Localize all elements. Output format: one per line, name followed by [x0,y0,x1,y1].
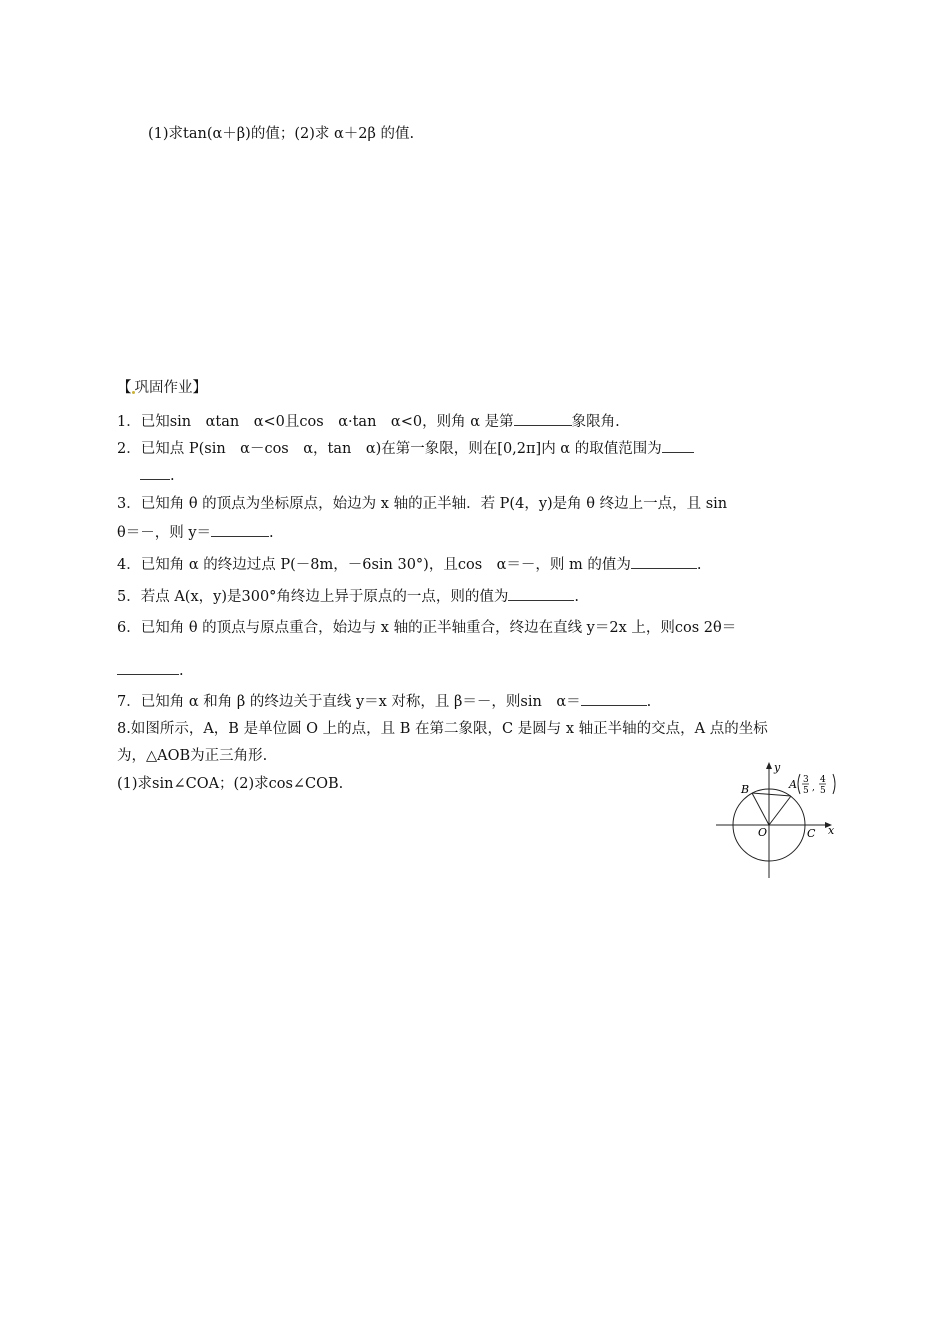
coord-y-den: 5 [820,786,826,796]
question-8-cont: 为，△AOB为正三角形. [117,748,268,764]
answer-blank [117,660,179,675]
unit-circle-figure [716,760,840,880]
answer-blank [508,586,574,601]
q7-text: 7．已知角 α 和角 β 的终边关于直线 y＝x 对称，且 β＝－，则sin α＝ [117,694,581,710]
label-c: C [807,827,816,840]
coord-y-num: 4 [820,775,826,785]
label-a: A [789,778,797,791]
q3-text: θ＝－，则 y＝ [117,525,212,541]
segment-oa [769,796,791,825]
q4-tail: . [696,557,702,573]
question-3-cont [117,522,274,543]
answer-blank [514,411,572,426]
question-1 [117,411,620,432]
right-paren [833,774,835,794]
question-8-parts: (1)求sin∠COA；(2)求cos∠COB. [117,776,344,792]
top-question: (1)求tan(α＋β)的值；(2)求 α＋2β 的值. [148,126,415,142]
label-x: x [828,824,835,837]
segment-ob [752,793,769,825]
q1-text: 1．已知sin αtan α<0且cos α·tan α<0，则角 α 是第 [117,414,514,430]
answer-blank [662,438,694,453]
answer-blank [631,554,697,569]
question-2-cont [140,465,175,486]
q7-tail: . [646,694,652,710]
question-3: 3．已知角 θ 的顶点为坐标原点，始边为 x 轴的正半轴．若 P(4，y)是角 θ 终边上一点，且 sin [117,496,728,512]
coord-x-num: 3 [803,775,809,785]
question-2 [117,438,694,459]
q3-tail: . [269,525,274,541]
q2-text: 2．已知点 P(sin α－cos α，tan α)在第一象限，则在[0,2π]内 α 的取值范围为 [117,441,662,457]
question-5 [117,586,579,607]
label-y: y [774,761,781,774]
question-7 [117,691,651,712]
coord-comma: , [812,783,815,793]
answer-blank [211,522,269,537]
segment-ab [752,793,791,796]
q5-text: 5．若点 A(x，y)是300°角终边上异于原点的一点，则的值为 [117,589,509,605]
left-paren [798,774,800,794]
coord-x-den: 5 [803,786,809,796]
label-b: B [741,783,750,796]
section-heading: 【 巩固作业】 [117,380,207,396]
section-heading-text: 巩固作业 [134,380,193,396]
label-o: O [758,826,768,839]
question-6: 6．已知角 θ 的顶点与原点重合，始边与 x 轴的正半轴重合，终边在直线 y＝2x 上，则cos 2θ＝ [117,620,737,636]
y-axis-arrow [766,762,772,769]
q1-tail: 象限角. [571,414,620,430]
question-6-cont [117,660,184,681]
q6-tail: . [179,663,184,679]
q2-tail: . [170,468,175,484]
question-8: 8.如图所示，A，B 是单位圆 O 上的点，且 B 在第二象限，C 是圆与 x 轴正半轴的交点，A 点的坐标 [117,721,768,737]
question-4 [117,554,702,575]
q5-tail: . [574,589,580,605]
q4-text: 4．已知角 α 的终边过点 P(－8m，－6sin 30°)，且cos α＝－，则 m 的值为 [117,557,631,573]
answer-blank [581,691,647,706]
answer-blank [140,465,170,480]
